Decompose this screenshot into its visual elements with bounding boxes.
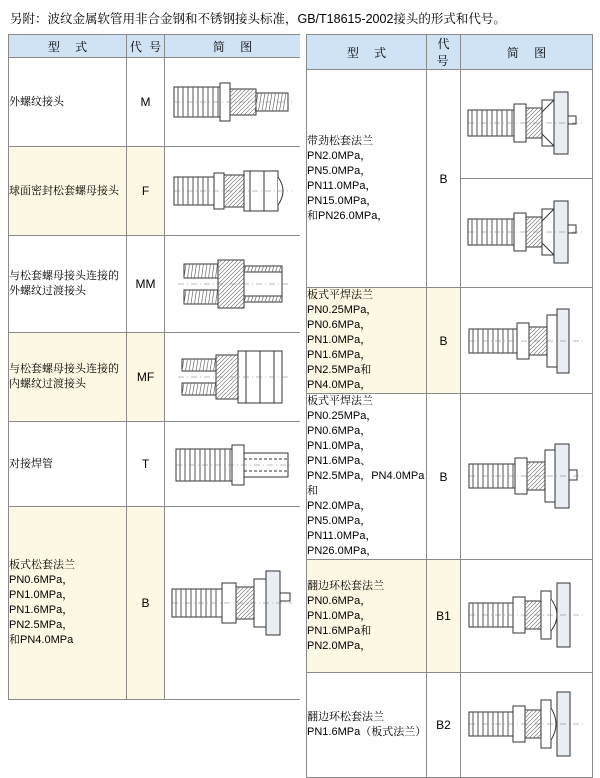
male-transition-fitting-figure — [165, 236, 301, 333]
butt-weld-pipe-figure — [165, 422, 301, 507]
row-type-label: 带劲松套法兰 PN2.0MPa，PN5.0MPa， PN11.0MPa，PN15.0MPa， 和PN26.0MPa， — [307, 70, 427, 288]
row-code: B — [427, 394, 461, 560]
row-type-label: 球面密封松套螺母接头 — [9, 147, 127, 236]
plate-flat-weld-flange-figure — [461, 288, 593, 394]
ribbed-loose-flange-figure-2 — [461, 179, 593, 288]
row-code: T — [127, 422, 165, 507]
table-row — [9, 58, 301, 147]
page-title: 另附：波纹金属软管用非合金钢和不锈钢接头标准，GB/T18615-2002接头的形式和代号。 — [10, 12, 506, 26]
row-code: M — [127, 58, 165, 147]
left-table — [8, 34, 301, 700]
row-type-label: 与松套螺母接头连接的外螺纹过渡接头 — [9, 236, 127, 333]
row-type-label: 翻边环松套法兰 PN1.6MPa（板式法兰） — [307, 673, 427, 778]
row-type-label: 板式平焊法兰 PN0.25MPa，PN0.6MPa， PN1.0MPa，PN1.6MPa、 PN2.5MPa，PN4.0MPa和 PN2.0MPa，PN5.0MPa， PN11.0MPa，PN26.0MPa， — [307, 394, 427, 560]
lap-joint-flange-2-figure — [461, 673, 593, 778]
lap-joint-flange-figure — [461, 560, 593, 673]
table-header-row — [307, 35, 593, 70]
right-table-cell — [306, 34, 592, 778]
main-layout-table — [8, 34, 592, 778]
table-row — [9, 422, 301, 507]
header-type: 型 式 — [9, 35, 127, 58]
row-type-label: 板式平焊法兰 PN0.25MPa，PN0.6MPa， PN1.0MPa，PN1.6MPa， PN2.5MPa和PN4.0MPa， — [307, 288, 427, 394]
right-table — [306, 34, 593, 778]
table-row — [307, 70, 593, 179]
row-code: MF — [127, 333, 165, 422]
header-figure: 简 图 — [165, 35, 301, 58]
table-row — [9, 147, 301, 236]
row-code: B — [427, 288, 461, 394]
row-type-label: 外螺纹接头 — [9, 58, 127, 147]
row-type-label: 与松套螺母接头连接的内螺纹过渡接头 — [9, 333, 127, 422]
row-code: MM — [127, 236, 165, 333]
plate-loose-flange-figure — [165, 507, 301, 700]
table-row — [9, 333, 301, 422]
table-row — [9, 507, 301, 700]
row-code: B — [427, 70, 461, 288]
row-code: B2 — [427, 673, 461, 778]
header-figure: 简 图 — [461, 35, 593, 70]
female-transition-fitting-figure — [165, 333, 301, 422]
header-code: 代 号 — [127, 35, 165, 58]
table-row — [9, 236, 301, 333]
table-row — [307, 673, 593, 778]
table-header-row — [9, 35, 301, 58]
row-code: B — [127, 507, 165, 700]
spherical-seal-union-nut-figure — [165, 147, 301, 236]
male-thread-fitting-figure — [165, 58, 301, 147]
row-type-label: 翻边环松套法兰 PN0.6MPa，PN1.0MPa， PN1.6MPa和PN2.0MPa， — [307, 560, 427, 673]
row-code: B1 — [427, 560, 461, 673]
table-row — [307, 560, 593, 673]
header-code: 代 号 — [427, 35, 461, 70]
left-table-cell — [8, 34, 300, 778]
row-code: F — [127, 147, 165, 236]
table-row — [307, 288, 593, 394]
ribbed-loose-flange-figure — [461, 70, 593, 179]
header-type: 型 式 — [307, 35, 427, 70]
row-type-label: 板式松套法兰 PN0.6MPa，PN1.0MPa， PN1.6MPa，PN2.5MPa， 和PN4.0MPa — [9, 507, 127, 700]
row-type-label: 对接焊管 — [9, 422, 127, 507]
table-row — [307, 394, 593, 560]
plate-flat-weld-flange-2-figure — [461, 394, 593, 560]
